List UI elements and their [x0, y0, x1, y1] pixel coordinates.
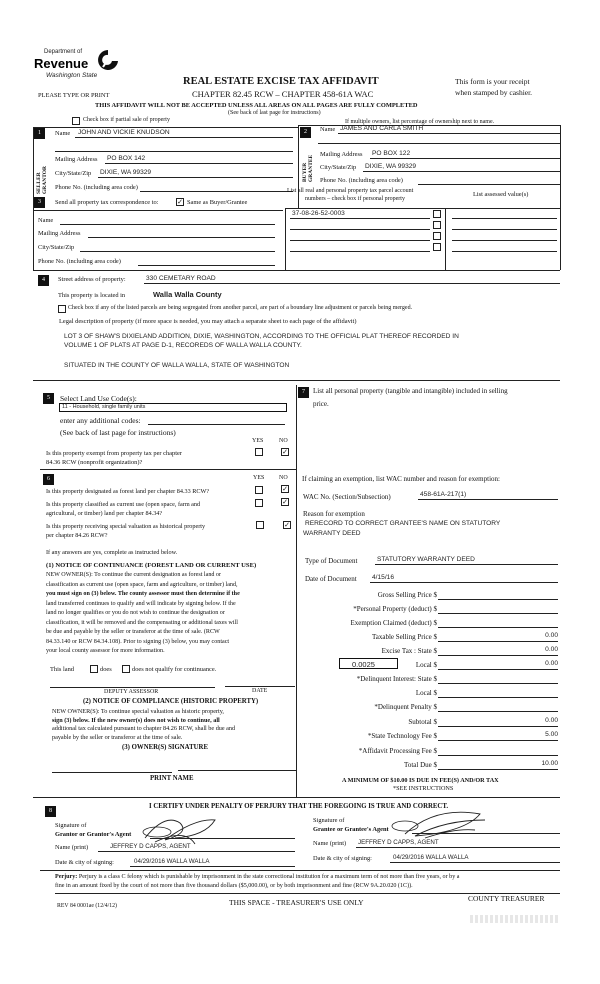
doc-type[interactable]: STATUTORY WARRANTY DEED: [377, 556, 475, 563]
warning: THIS AFFIDAVIT WILL NOT BE ACCEPTED UNLESS ALL AREAS ON ALL PAGES ARE FULLY COMPLETED: [95, 102, 418, 109]
located-label: This property is located in: [58, 292, 126, 299]
local-rate: 0.0025: [352, 660, 375, 669]
buyer-name[interactable]: JAMES AND CARLA SMITH: [340, 125, 424, 132]
personal-property-checkbox[interactable]: [433, 243, 441, 251]
buyer-phone-label: Phone No. (including area code): [320, 177, 403, 184]
multiple-owners: If multiple owners, list percentage of ownership next to name.: [345, 119, 495, 125]
grantee-sig-label: Grantee or Grantee's Agent: [313, 826, 389, 833]
buyer-mail-label: Mailing Address: [320, 151, 363, 158]
see-back-5: (See back of last page for instructions): [60, 428, 176, 437]
please-type: PLEASE TYPE OR PRINT: [38, 92, 110, 99]
same-as-buyer-checkbox[interactable]: ✓: [177, 198, 183, 206]
historic-question-1: Is this property receiving special valuation as historical property: [46, 523, 206, 530]
date-label: DATE: [252, 688, 268, 694]
receipt-1: This form is your receipt: [455, 77, 530, 86]
deputy-assessor-label: DEPUTY ASSESSOR: [104, 689, 159, 695]
assessed-header: List assessed value(s): [473, 191, 529, 198]
tax-row-value[interactable]: 0.00: [545, 660, 558, 667]
seller-city-label: City/State/Zip: [55, 170, 92, 177]
buyer-side-label: BUYER GRANTEE: [302, 154, 314, 182]
owner-signature-title: (3) OWNER(S) SIGNATURE: [122, 744, 208, 751]
tax-row-label: Subtotal $: [408, 718, 437, 726]
segregated-label: Check box if any of the listed parcels are being segregated from another parcel, are part of a boundary line adjustment or parcels being merged.: [68, 305, 413, 311]
seller-name-label: Name: [55, 130, 71, 137]
street-address[interactable]: 330 CEMETARY ROAD: [146, 275, 216, 282]
local-rate-box[interactable]: [339, 658, 398, 669]
corr-city-label: City/State/Zip: [38, 244, 75, 251]
current-use-yes-checkbox[interactable]: [255, 499, 263, 507]
page-title: REAL ESTATE EXCISE TAX AFFIDAVIT: [183, 76, 379, 87]
does-not-label: does not qualify for continuance.: [132, 666, 217, 673]
reason-label: Reason for exemption: [303, 510, 365, 518]
tax-row-label: Local $: [415, 689, 437, 697]
reason-line-1[interactable]: RERECORD TO CORRECT GRANTEE'S NAME ON STATUTORY: [305, 520, 501, 527]
personal-property-checkbox[interactable]: [433, 232, 441, 240]
tax-row-label: Excise Tax : State $: [381, 647, 437, 655]
seller-city[interactable]: DIXIE, WA 99329: [100, 169, 152, 176]
wac-label: WAC No. (Section/Subsection): [303, 493, 391, 501]
doc-date-label: Date of Document: [305, 575, 357, 583]
parcel-number[interactable]: 37-08-26-52-0003: [292, 210, 345, 217]
section-number: 8: [45, 806, 56, 817]
partial-sale-label: Check box if partial sale of property: [83, 117, 170, 123]
parcel-header-1: List all real and personal property tax parcel account: [287, 188, 414, 194]
grantor-signature-icon: [135, 808, 225, 848]
historic-yes-checkbox[interactable]: [256, 521, 264, 529]
forest-no-checkbox[interactable]: ✓: [282, 485, 288, 493]
seller-mail[interactable]: PO BOX 142: [107, 155, 146, 162]
legal-line-2[interactable]: VOLUME 1 OF PLATS AT PAGE D-1, RECOREDS OF WALLA WALLA COUNTY.: [64, 342, 302, 349]
see-instructions: *SEE INSTRUCTIONS: [393, 785, 454, 792]
see-back: (See back of last page for instructions): [228, 110, 321, 116]
personal-property-list-1: List all personal property (tangible and intangible) included in selling: [313, 387, 508, 395]
certify-statement: I CERTIFY UNDER PENALTY OF PERJURY THAT THE FOREGOING IS TRUE AND CORRECT.: [149, 803, 449, 810]
treasurer-stamp: [470, 915, 560, 923]
send-correspondence: Send all property tax correspondence to:: [55, 199, 159, 206]
grantee-sig-of: Signature of: [313, 817, 345, 824]
historic-question-2: per chapter 84.26 RCW?: [46, 532, 108, 539]
tax-row-label: *State Technology Fee $: [367, 732, 437, 740]
county-treasurer: COUNTY TREASURER: [468, 894, 545, 903]
personal-property-checkbox[interactable]: [433, 221, 441, 229]
seller-side-label: SELLER GRANTOR: [36, 165, 48, 194]
grantor-sig-of: Signature of: [55, 822, 87, 829]
tax-row-label: Gross Selling Price $: [377, 591, 437, 599]
grantee-name[interactable]: JEFFREY D CAPPS, AGENT: [358, 839, 439, 846]
grantor-name[interactable]: JEFFREY D CAPPS, AGENT: [110, 843, 191, 850]
tax-row-label: *Affidavit Processing Fee $: [358, 747, 437, 755]
seller-mail-label: Mailing Address: [55, 156, 98, 163]
grantee-date[interactable]: 04/29/2016 WALLA WALLA: [393, 854, 469, 861]
land-use-code-select[interactable]: [59, 403, 287, 412]
grantee-name-label: Name (print): [313, 840, 347, 847]
does-label: does: [100, 666, 112, 673]
tax-row-value[interactable]: 5.00: [545, 731, 558, 738]
exempt-question-2: 84.36 RCW (nonprofit organization)?: [46, 459, 143, 466]
seller-name[interactable]: JOHN AND VICKIE KNUDSON: [78, 129, 170, 136]
section-number: 7: [298, 387, 309, 398]
tax-row-label: Local $: [415, 661, 437, 669]
grantor-name-label: Name (print): [55, 844, 89, 851]
logo-revenue: Revenue: [34, 56, 89, 71]
corr-phone-label: Phone No. (including area code): [38, 258, 121, 265]
legal-label: Legal description of property (if more space is needed, you may attach a separate sheet to each page of the affidavit): [59, 318, 357, 325]
grantee-date-label: Date & city of signing:: [313, 855, 372, 862]
buyer-city-label: City/State/Zip: [320, 164, 357, 171]
legal-line-1[interactable]: LOT 3 OF SHAW'S DIXIELAND ADDITION, DIXIE, WASHINGTON, ACCORDING TO THE OFFICIAL PLAT THEREOF RECORDED IN: [64, 333, 459, 340]
forest-yes-checkbox[interactable]: [255, 486, 263, 494]
notice-compliance-title: (2) NOTICE OF COMPLIANCE (HISTORIC PROPERTY): [83, 698, 259, 705]
this-land-label: This land: [50, 666, 74, 673]
select-land-use: Select Land Use Code(s):: [60, 394, 137, 403]
grantor-date[interactable]: 04/29/2016 WALLA WALLA: [134, 858, 210, 865]
buyer-city[interactable]: DIXIE, WA 99329: [365, 163, 417, 170]
does-qualify-checkbox[interactable]: [90, 665, 98, 673]
grantor-sig-label: Grantor or Grantor's Agent: [55, 831, 132, 838]
current-use-no-checkbox[interactable]: ✓: [282, 498, 288, 506]
does-not-qualify-checkbox[interactable]: [122, 665, 130, 673]
tax-row-label: Total Due $: [404, 761, 437, 769]
tax-row-label: *Personal Property (deduct) $: [353, 605, 437, 613]
grantee-signature-icon: [385, 806, 495, 842]
parcel-header-2: numbers – check box if personal property: [305, 196, 405, 202]
no-header: NO: [279, 438, 288, 444]
minimum-due: A MINIMUM OF $10.00 IS DUE IN FEE(S) AND/OR TAX: [342, 777, 499, 784]
doc-date[interactable]: 4/15/16: [372, 574, 394, 581]
buyer-mail[interactable]: PO BOX 122: [372, 150, 411, 157]
tax-row-label: *Delinquent Penalty $: [374, 703, 437, 711]
section-number: 4: [38, 275, 49, 286]
dor-logo-icon: [95, 47, 121, 75]
logo-dept: Department of: [44, 49, 83, 55]
tax-row-value[interactable]: 0.00: [545, 632, 558, 639]
tax-row-value[interactable]: 0.00: [545, 646, 558, 653]
exempt-yes-checkbox[interactable]: [255, 448, 263, 456]
wac-number[interactable]: 458-61A-217(1): [420, 491, 467, 498]
current-use-question-2: agricultural, or timber) land per chapter 84.34?: [46, 510, 163, 517]
buyer-name-label: Name: [320, 126, 336, 133]
receipt-2: when stamped by cashier.: [455, 88, 533, 97]
tax-row-label: Exemption Claimed (deduct) $: [350, 619, 437, 627]
notice-compliance-text: NEW OWNER(S): To continue special valuation as historic property, sign (3) below. If the new owner(s) does not wish to continue, all additional tax calculated pursuant to chapter 84.26 RCW, shall be due and payable by the seller or transferor at the time of sale.: [52, 708, 236, 741]
seller-phone-label: Phone No. (including area code): [55, 184, 138, 191]
claiming-exemption: If claiming an exemption, list WAC number and reason for exemption:: [302, 475, 500, 483]
reason-line-2[interactable]: WARRANTY DEED: [303, 530, 361, 537]
tax-row-label: Taxable Selling Price $: [371, 633, 437, 641]
chapter: CHAPTER 82.45 RCW – CHAPTER 458-61A WAC: [192, 89, 374, 99]
historic-no-checkbox[interactable]: ✓: [284, 521, 290, 529]
section-number: 1: [34, 128, 45, 139]
doc-type-label: Type of Document: [305, 557, 358, 565]
if-any-yes: If any answers are yes, complete as instructed below.: [46, 549, 178, 556]
corr-mail-label: Mailing Address: [38, 230, 81, 237]
treasurer-use-only: THIS SPACE - TREASURER'S USE ONLY: [229, 898, 364, 907]
current-use-question-1: Is this property classified as current use (open space, farm and: [46, 501, 201, 508]
section-number: 3: [34, 197, 45, 208]
section-number: 6: [43, 474, 54, 485]
personal-property-checkbox[interactable]: [433, 210, 441, 218]
partial-sale-checkbox[interactable]: [72, 117, 80, 125]
exempt-no-checkbox[interactable]: ✓: [282, 448, 288, 456]
same-as-buyer-label: Same as Buyer/Grantee: [187, 199, 248, 206]
logo-state: Washington State: [46, 72, 98, 79]
yes-header: YES: [253, 475, 265, 481]
legal-line-3[interactable]: SITUATED IN THE COUNTY OF WALLA WALLA, STATE OF WASHINGTON: [64, 362, 290, 369]
exempt-question-1: Is this property exempt from property tax per chapter: [46, 450, 182, 457]
tax-row-value[interactable]: 10.00: [541, 760, 558, 767]
street-label: Street address of property:: [58, 276, 126, 283]
segregated-checkbox[interactable]: [58, 305, 66, 313]
additional-codes-label: enter any additional codes:: [60, 416, 141, 425]
notice-continuance-title: (1) NOTICE OF CONTINUANCE (FOREST LAND OR CURRENT USE): [46, 562, 257, 569]
notice-continuance-text: NEW OWNER(S): To continue the current designation as forest land or classification as current use (open space, farm and agriculture, or timber) land, you must sign on (3) below. The county assessor must then determine if the land transferred continues to qualify and will indicate by signing below. If the land no longer qualifies or you do not wish to continue the designation or classification, it will be removed and the compensating or additional taxes will be due and payable by the seller or transferor at the time of sale. (RCW 84.33.140 or RCW 84.34.108). Prior to signing (3) below, you may contact your local county assessor for more information.: [46, 572, 240, 654]
land-use-code: 11 - Household, single family units: [62, 404, 146, 410]
section-number: 2: [300, 127, 311, 138]
yes-header: YES: [252, 438, 264, 444]
personal-property-list-2: price.: [313, 400, 329, 408]
no-header: NO: [279, 475, 288, 481]
corr-name-label: Name: [38, 217, 54, 224]
form-revision: REV 84 0001ae (12/4/12): [57, 903, 117, 909]
tax-row-label: *Delinquent Interest: State $: [356, 675, 437, 683]
perjury-notice: Perjury: Perjury is a class C felony which is punishable by imprisonment in the state correctional institution for a maximum term of not more than five years, or by a fine in an amount fixed by the court of not more than five thousand dollars ($5,000.00), or by both imprisonment and fine (RCW 9A.20.020 (1C)).: [55, 874, 460, 889]
county[interactable]: Walla Walla County: [153, 290, 222, 299]
grantor-date-label: Date & city of signing:: [55, 859, 114, 866]
tax-row-value[interactable]: 0.00: [545, 717, 558, 724]
section-number: 5: [43, 393, 54, 404]
forest-question: Is this property designated as forest land per chapter 84.33 RCW?: [46, 488, 210, 495]
print-name-label: PRINT NAME: [150, 775, 194, 782]
